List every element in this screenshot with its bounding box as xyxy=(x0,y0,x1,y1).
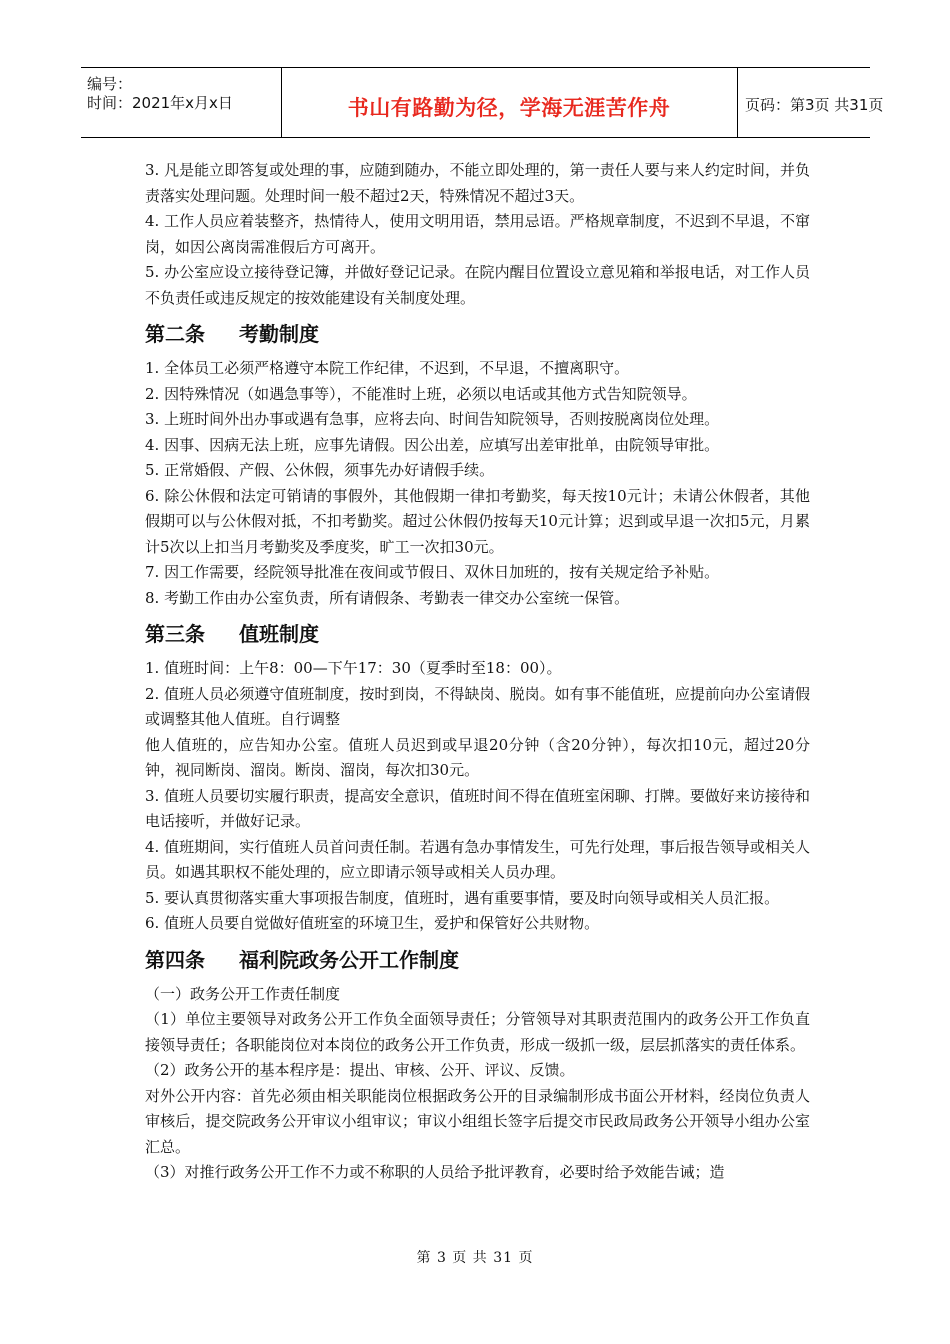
section-number: 第二条 xyxy=(145,322,205,346)
section-number: 第三条 xyxy=(145,622,205,646)
paragraph: 1. 值班时间：上午8：00—下午17：30（夏季时至18：00）。 xyxy=(145,659,562,677)
section-heading xyxy=(145,319,810,349)
page-header xyxy=(81,67,884,138)
paragraph: （3）对推行政务公开工作不力或不称职的人员给予批评教育，必要时给予效能告诫；造 xyxy=(145,1163,725,1181)
paragraph: 5. 要认真贯彻落实重大事项报告制度，值班时，遇有重要事情，要及时向领导或相关人员汇报。 xyxy=(145,888,780,907)
paragraph: 1. 全体员工必须严格遵守本院工作纪律，不迟到，不早退，不擅离职守。 xyxy=(145,359,630,377)
header-motto: 书山有路勤为径，学海无涯苦作舟 xyxy=(347,96,671,120)
paragraph: 2. 值班人员必须遵守值班制度，按时到岗，不得缺岗、脱岗。如有事不能值班，应提前向办公室请假或调整其他人值班。自行调整 xyxy=(145,684,810,728)
section-number: 第四条 xyxy=(145,947,205,972)
document-number-label: 编号： xyxy=(87,75,133,93)
section-title: 福利院政务公开工作制度 xyxy=(239,947,459,972)
paragraph: （1）单位主要领导对政务公开工作负全面领导责任；分管领导对其职责范围内的政务公开工作负直接领导责任；各职能岗位对本岗位的政务公开工作负责，形成一级抓一级，层层抓落实的责任体系。 xyxy=(145,1010,810,1054)
document-date: 时间：2021年x月x日 xyxy=(87,94,233,112)
document-body xyxy=(145,158,810,1186)
section-heading xyxy=(145,619,810,649)
header-meta-cell xyxy=(81,68,282,137)
paragraph: （2）政务公开的基本程序是：提出、审核、公开、评议、反馈。 xyxy=(145,1061,575,1079)
paragraph: 4. 值班期间，实行值班人员首问责任制。若遇有急办事情发生，可先行处理，事后报告领导或相关人员。如遇其职权不能处理的，应立即请示领导或相关人员办理。 xyxy=(145,837,810,881)
section-heading xyxy=(145,945,810,975)
paragraph: 4. 因事、因病无法上班，应事先请假。因公出差，应填写出差审批单，由院领导审批。 xyxy=(145,435,720,454)
paragraph: （一）政务公开工作责任制度 xyxy=(145,984,341,1003)
section-title: 考勤制度 xyxy=(239,322,319,346)
paragraph: 3. 值班人员要切实履行职责，提高安全意识，值班时间不得在值班室闲聊、打牌。要做好来访接待和电话接听，并做好记录。 xyxy=(145,786,810,830)
paragraph: 5. 正常婚假、产假、公休假，须事先办好请假手续。 xyxy=(145,461,495,479)
header-motto-cell xyxy=(281,68,738,137)
header-page-cell xyxy=(737,68,884,137)
paragraph: 3. 上班时间外出办事或遇有急事，应将去向、时间告知院领导，否则按脱离岗位处理。 xyxy=(145,410,720,428)
paragraph: 2. 因特殊情况（如遇急事等），不能准时上班，必须以电话或其他方式告知院领导。 xyxy=(145,384,697,403)
paragraph: 6. 除公休假和法定可销请的事假外，其他假期一律扣考勤奖，每天按10元计；未请公休假者，其他假期可以与公休假对抵，不扣考勤奖。超过公休假仍按每天10元计算；迟到或早退一次扣5元，月累计5次以上扣当月考勤奖及季度奖，旷工一次扣30元。 xyxy=(145,486,810,556)
paragraph: 5. 办公室应设立接待登记簿，并做好登记记录。在院内醒目位置设立意见箱和举报电话，对工作人员不负责任或违反规定的按效能建设有关制度处理。 xyxy=(145,263,810,307)
header-page-number: 页码：第3页 共31页 xyxy=(745,96,884,114)
paragraph: 7. 因工作需要，经院领导批准在夜间或节假日、双休日加班的，按有关规定给予补贴。 xyxy=(145,563,720,581)
paragraph: 6. 值班人员要自觉做好值班室的环境卫生，爱护和保管好公共财物。 xyxy=(145,914,600,932)
paragraph: 他人值班的，应告知办公室。值班人员迟到或早退20分钟（含20分钟），每次扣10元，超过20分钟，视同断岗、溜岗。断岗、溜岗，每次扣30元。 xyxy=(145,735,810,779)
page-footer: 第 3 页 共 31 页 xyxy=(416,1250,534,1266)
paragraph: 3. 凡是能立即答复或处理的事，应随到随办，不能立即处理的，第一责任人要与来人约定时间，并负责落实处理问题。处理时间一般不超过2天，特殊情况不超过3天。 xyxy=(145,161,810,205)
section-title: 值班制度 xyxy=(239,622,319,646)
paragraph: 对外公开内容：首先必须由相关职能岗位根据政务公开的目录编制形成书面公开材料，经岗位负责人审核后，提交院政务公开审议小组审议；审议小组组长签字后提交市民政局政务公开领导小组办公室汇总。 xyxy=(145,1086,810,1156)
paragraph: 8. 考勤工作由办公室负责，所有请假条、考勤表一律交办公室统一保管。 xyxy=(145,588,630,607)
paragraph: 4. 工作人员应着装整齐，热情待人，使用文明用语，禁用忌语。严格规章制度，不迟到不早退，不窜岗，如因公离岗需准假后方可离开。 xyxy=(145,212,810,256)
